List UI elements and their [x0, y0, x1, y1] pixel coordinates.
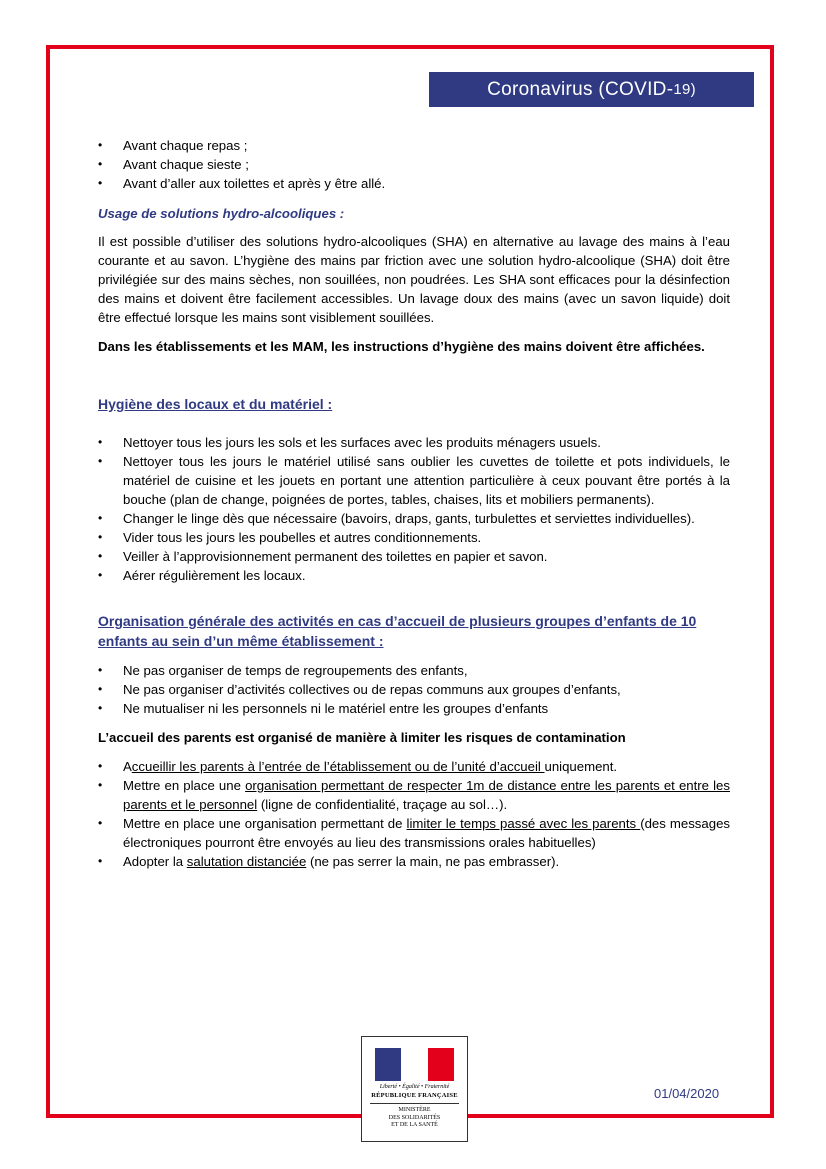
header-title-suffix: 19)	[673, 81, 696, 98]
list-item: • Avant d’aller aux toilettes et après y être allé.	[98, 174, 730, 193]
logo-republic: RÉPUBLIQUE FRANÇAISE	[371, 1092, 458, 1099]
list-item: • Changer le linge dès que nécessaire (bavoirs, draps, gants, turbulettes et serviettes individuelles).	[98, 509, 730, 528]
list-item: • Aérer régulièrement les locaux.	[98, 566, 730, 585]
document-date: 01/04/2020	[654, 1086, 720, 1101]
parents-heading: L’accueil des parents est organisé de manière à limiter les risques de contamination	[98, 730, 626, 745]
ministry-logo	[361, 1036, 468, 1142]
sha-notice: Dans les établissements et les MAM, les instructions d’hygiène des mains doivent être affichées.	[98, 339, 705, 354]
logo-ministry: MINISTÈRE DES SOLIDARITÉS ET DE LA SANTÉ	[388, 1107, 441, 1128]
sha-heading: Usage de solutions hydro-alcooliques :	[98, 206, 345, 221]
list-item: • Ne pas organiser de temps de regroupements des enfants,	[98, 661, 730, 680]
list-item: • Ne mutualiser ni les personnels ni le matériel entre les groupes d’enfants	[98, 699, 730, 718]
list-item: • Ne pas organiser d’activités collectives ou de repas communs aux groupes d’enfants,	[98, 680, 730, 699]
list-item: • Veiller à l’approvisionnement permanent des toilettes en papier et savon.	[98, 547, 730, 566]
header-title: Coronavirus (COVID-	[487, 78, 674, 100]
sha-paragraph: Il est possible d’utiliser des solutions hydro-alcooliques (SHA) en alternative au lavage des mains à l’eau courante et au savon. L’hygiène des mains par friction avec une solution hydro-alcoolique (SHA) doit être privilégiée sur des mains sèches, non souillées, non poudrées. Les SHA sont efficaces pour la désinfection des mains et doivent être facilement accessibles. Un lavage doux des mains (avec un savon liquide) doit être effectué lorsque les mains sont visiblement souillées.	[98, 234, 730, 325]
list-item: • Avant chaque repas ;	[98, 136, 730, 155]
marianne-flag-icon	[375, 1048, 454, 1081]
list-item: • Avant chaque sieste ;	[98, 155, 730, 174]
document-body	[98, 136, 730, 871]
organisation-list	[98, 661, 730, 718]
organisation-title: Organisation générale des activités en cas d’accueil de plusieurs groupes d’enfants de 10 enfants au sein d’un même établissement :	[98, 613, 697, 649]
list-item: • Mettre en place une organisation permettant de respecter 1m de distance entre les parents et entre les parents et le personnel (ligne de confidentialité, traçage au sol…).	[98, 776, 730, 814]
list-item: • Vider tous les jours les poubelles et autres conditionnements.	[98, 528, 730, 547]
list-item: • Adopter la salutation distanciée (ne pas serrer la main, ne pas embrasser).	[98, 852, 730, 871]
handwashing-moments-list	[98, 136, 730, 193]
parents-list	[98, 757, 730, 871]
list-item: • Mettre en place une organisation permettant de limiter le temps passé avec les parents (des messages électroniques pourront être envoyés au lieu des transmissions orales habituelles)	[98, 814, 730, 852]
logo-divider	[370, 1103, 459, 1104]
document-header-banner	[429, 72, 754, 107]
hygiene-list	[98, 433, 730, 585]
list-item: • Accueillir les parents à l’entrée de l’établissement ou de l’unité d’accueil uniquement.	[98, 757, 730, 776]
list-item: • Nettoyer tous les jours les sols et les surfaces avec les produits ménagers usuels.	[98, 433, 730, 452]
list-item: • Nettoyer tous les jours le matériel utilisé sans oublier les cuvettes de toilette et pots individuels, le matériel de cuisine et les jouets en portant une attention particulière à ceux pouvant être portés à la bouche (plan de change, poignées de portes, tables, chaises, lits et mobiliers permanents).	[98, 452, 730, 509]
hygiene-title: Hygiène des locaux et du matériel :	[98, 396, 333, 412]
logo-motto: Liberté • Égalité • Fraternité	[379, 1084, 450, 1090]
